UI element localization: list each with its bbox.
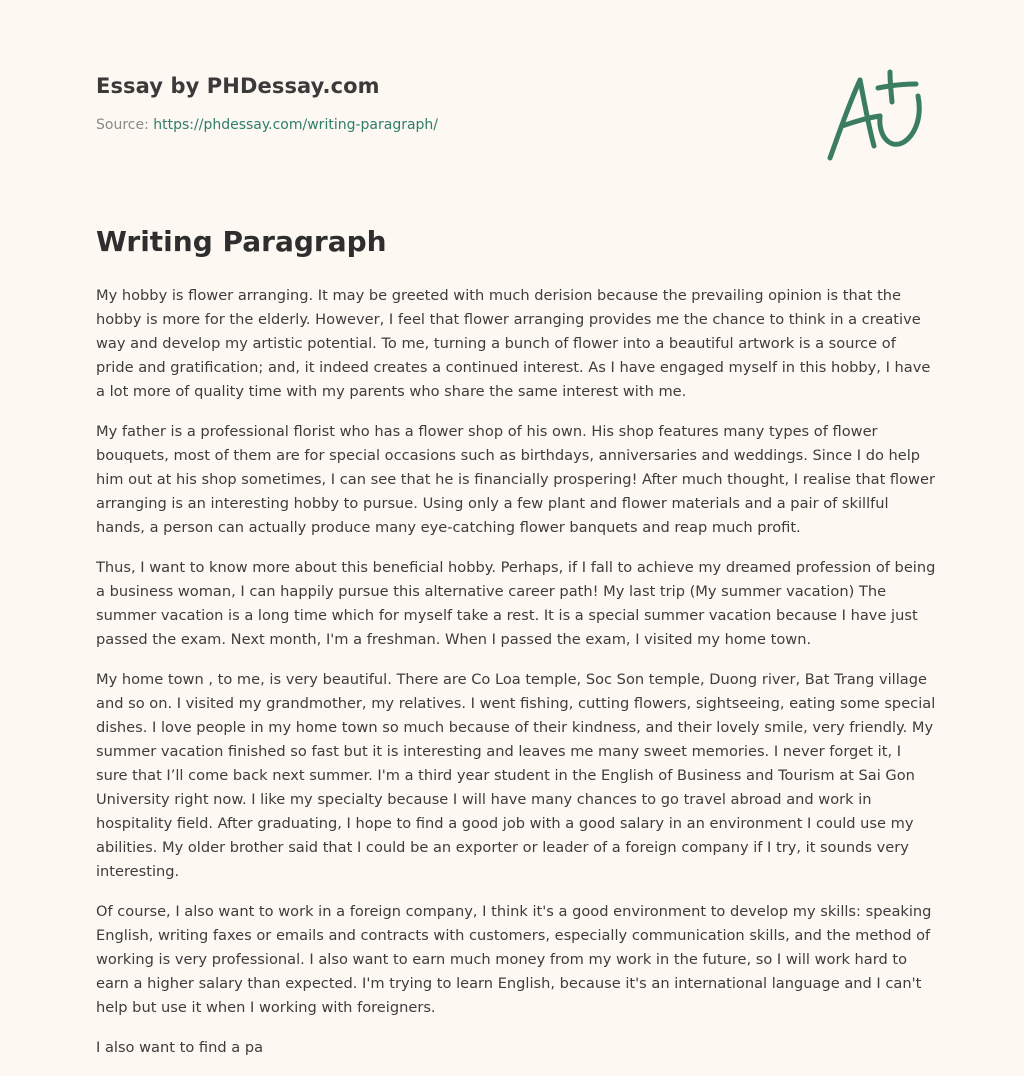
- essay-title: Writing Paragraph: [96, 225, 387, 258]
- source-line: [96, 117, 796, 133]
- essay-body: [96, 284, 936, 1076]
- essay-paragraph: My home town , to me, is very beautiful. There are Co Loa temple, Soc Son temple, Duong river, Bat Trang village and so on. I visited my grandmother, my relatives. I went fishing, cutting flowers, sightseeing, eating some special dishes. I love people in my home town so much because of their kindness, and their lovely smile, very friendly. My summer vacation finished so fast but it is interesting and leaves me many sweet memories. I never forget it, I sure that I’ll come back next summer. I'm a third year student in the English of Business and Tourism at Sai Gon University right now. I like my specialty because I will have many chances to go travel abroad and work in hospitality field. After graduating, I hope to find a good job with a good salary in an environment I could use my abilities. My older brother said that I could be an exporter or leader of a foreign company if I try, it sounds very interesting.: [96, 671, 936, 880]
- essay-paragraph: Of course, I also want to work in a foreign company, I think it's a good environment to develop my skills: speaking English, writing faxes or emails and contracts with customers, especially communication skills, and the method of working is very professional. I also want to earn much money from my work in the future, so I will work hard to earn a higher salary than expected. I'm trying to learn English, because it's an international language and I can't help but use it when I working with foreigners.: [96, 903, 932, 1016]
- a-plus-logo-icon: [820, 66, 930, 166]
- source-label: Source:: [96, 117, 149, 133]
- header: [96, 74, 796, 133]
- essay-paragraph: My hobby is flower arranging. It may be greeted with much derision because the prevailing opinion is that the hobby is more for the elderly. However, I feel that flower arranging provides me the chance to think in a creative way and develop my artistic potential. To me, turning a bunch of flower into a beautiful artwork is a source of pride and gratification; and, it indeed creates a continued interest. As I have engaged myself in this hobby, I have a lot more of quality time with my parents who share the same interest with me.: [96, 287, 931, 400]
- essay-paragraph: My father is a professional florist who has a flower shop of his own. His shop features many types of flower bouquets, most of them are for special occasions such as birthdays, anniversaries and weddings. Since I do help him out at his shop sometimes, I can see that he is financially prospering! After much thought, I realise that flower arranging is an interesting hobby to pursue. Using only a few plant and flower materials and a pair of skillful hands, a person can actually produce many eye-catching flower banquets and reap much profit.: [96, 423, 935, 536]
- essay-paragraph: I also want to find a pa: [96, 1039, 264, 1056]
- site-title: Essay by PHDessay.com: [96, 74, 380, 98]
- source-link[interactable]: https://phdessay.com/writing-paragraph/: [153, 117, 439, 133]
- essay-paragraph: Thus, I want to know more about this beneficial hobby. Perhaps, if I fall to achieve my dreamed profession of being a business woman, I can happily pursue this alternative career path! My last trip (My summer vacation) The summer vacation is a long time which for myself take a rest. It is a special summer vacation because I have just passed the exam. Next month, I'm a freshman. When I passed the exam, I visited my home town.: [96, 559, 936, 648]
